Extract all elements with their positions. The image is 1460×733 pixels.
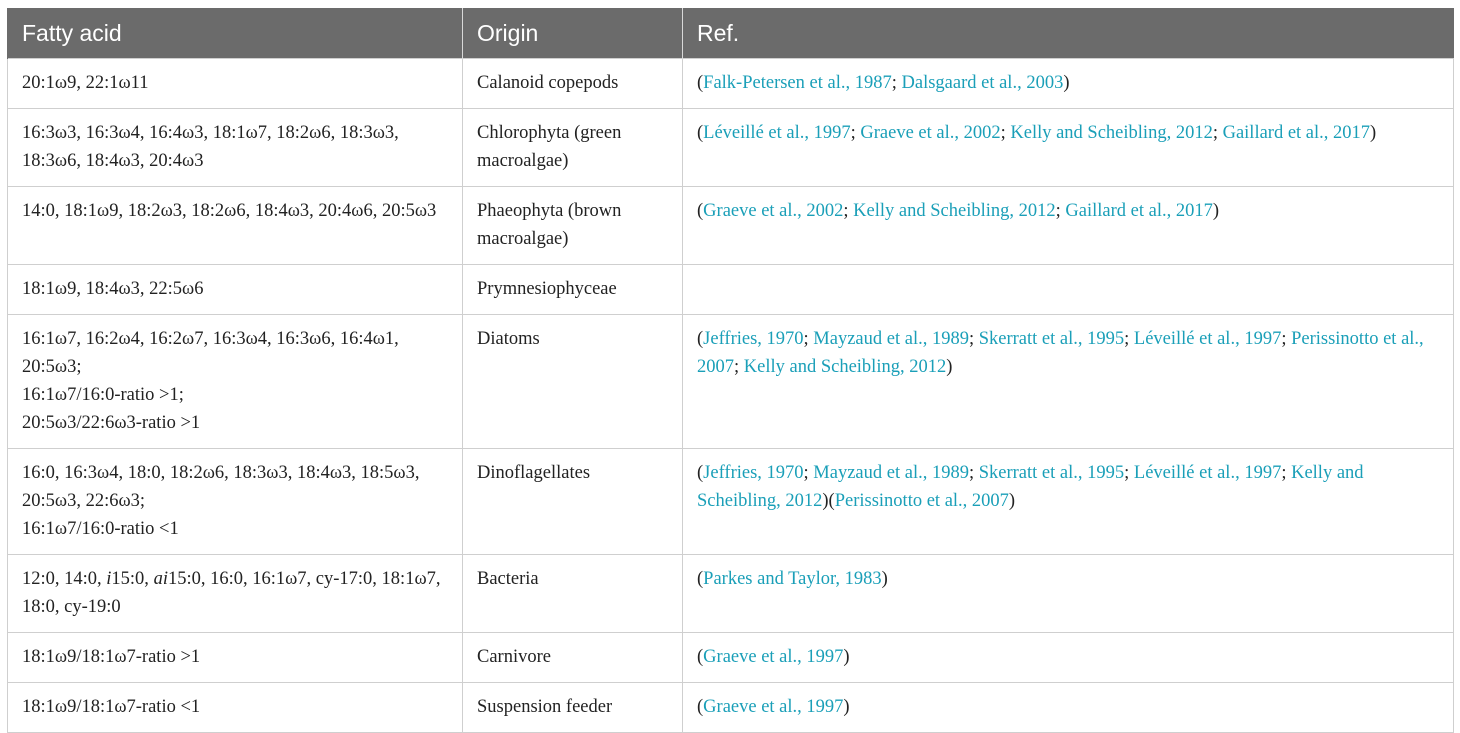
citation-link[interactable]: Léveillé et al., 1997 [1133, 463, 1282, 483]
origin-cell: Carnivore [463, 633, 683, 683]
citation-separator: ; [968, 329, 979, 349]
fatty-acid-line: 18:1ω9/18:1ω7-ratio >1 [22, 647, 201, 667]
fatty-acid-line: 16:3ω3, 16:3ω4, 16:4ω3, 18:1ω7, 18:2ω6, 18:3ω3, 18:3ω6, 18:4ω3, 20:4ω3 [22, 123, 399, 171]
ref-cell [683, 555, 1454, 633]
ref-cell [683, 59, 1454, 109]
citation-separator: ; [1124, 329, 1134, 349]
citation-link[interactable]: Jeffries, 1970 [703, 329, 804, 349]
citation-link[interactable]: Jeffries, 1970 [703, 463, 804, 483]
table-row [8, 315, 1454, 449]
origin-cell: Calanoid copepods [463, 59, 683, 109]
ref-cell [683, 265, 1454, 315]
table-row [8, 109, 1454, 187]
citation-link[interactable]: Skerratt et al., 1995 [978, 463, 1125, 483]
ref-close-paren: ) [843, 647, 850, 667]
citation-link[interactable]: Parkes and Taylor, 1983 [703, 569, 882, 589]
citation-link[interactable]: Mayzaud et al., 1989 [813, 463, 969, 483]
citation-separator: ; [803, 329, 814, 349]
table-header [8, 8, 1454, 59]
ref-open-paren: ( [697, 697, 704, 717]
citation-link[interactable]: Léveillé et al., 1997 [1133, 329, 1282, 349]
fatty-acid-line: 16:0, 16:3ω4, 18:0, 18:2ω6, 18:3ω3, 18:4ω3, 18:5ω3, 20:5ω3, 22:6ω3; [22, 463, 420, 511]
fatty-acid-cell [8, 265, 463, 315]
header-fatty-acid: Fatty acid [8, 8, 463, 59]
fatty-acid-cell [8, 315, 463, 449]
ref-cell [683, 683, 1454, 733]
citation-link[interactable]: Kelly and Scheibling, 2012 [743, 357, 947, 377]
citation-link[interactable]: Dalsgaard et al., 2003 [901, 73, 1064, 93]
ref-open-paren: ( [697, 463, 704, 483]
table-row [8, 265, 1454, 315]
fatty-acid-table [7, 8, 1454, 733]
citation-separator: ; [1055, 201, 1066, 221]
origin-cell: Prymnesiophyceae [463, 265, 683, 315]
citation-link[interactable]: Perissinotto et al., 2007 [697, 329, 1424, 377]
ref-close-paren: ) [1212, 201, 1220, 221]
citation-separator: ; [1212, 123, 1223, 143]
citation-separator: ; [734, 357, 744, 377]
citation-link[interactable]: Graeve et al., 2002 [703, 201, 844, 221]
citation-separator: ; [1281, 463, 1292, 483]
table-row [8, 187, 1454, 265]
fatty-acid-line: 18:1ω9, 18:4ω3, 22:5ω6 [22, 279, 204, 299]
origin-cell: Dinoflagellates [463, 449, 683, 555]
ref-cell [683, 187, 1454, 265]
header-row [8, 8, 1454, 59]
fatty-acid-line: 16:1ω7, 16:2ω4, 16:2ω7, 16:3ω4, 16:3ω6, 16:4ω1, 20:5ω3; [22, 329, 399, 377]
fatty-acid-line: 14:0, 18:1ω9, 18:2ω3, 18:2ω6, 18:4ω3, 20:4ω6, 20:5ω3 [22, 201, 437, 221]
ref-cell [683, 315, 1454, 449]
ref-open-paren: ( [697, 569, 704, 589]
fatty-acid-cell [8, 449, 463, 555]
header-ref: Ref. [683, 8, 1454, 59]
fatty-acid-line: 20:5ω3/22:6ω3-ratio >1 [22, 413, 201, 433]
citation-link[interactable]: Léveillé et al., 1997 [703, 123, 851, 143]
ref-close-paren: ) [1370, 123, 1377, 143]
citation-link[interactable]: Kelly and Scheibling, 2012 [1010, 123, 1213, 143]
fatty-acid-cell [8, 187, 463, 265]
table-row [8, 555, 1454, 633]
citation-separator: ; [843, 201, 854, 221]
fatty-acid-cell [8, 109, 463, 187]
citation-link[interactable]: Gaillard et al., 2017 [1222, 123, 1371, 143]
citation-separator: ; [1281, 329, 1292, 349]
citation-link[interactable]: Graeve et al., 1997 [703, 647, 844, 667]
ref-close-paren: ) [1008, 491, 1016, 511]
ref-cell [683, 633, 1454, 683]
ref-close-paren: ) [881, 569, 888, 589]
table-container [7, 8, 1453, 733]
citation-link[interactable]: Gaillard et al., 2017 [1065, 201, 1213, 221]
citation-link[interactable]: Graeve et al., 1997 [703, 697, 844, 717]
table-body [8, 59, 1454, 733]
table-row [8, 683, 1454, 733]
ref-cell [683, 109, 1454, 187]
ref-open-paren: ( [697, 201, 704, 221]
citation-link[interactable]: Kelly and Scheibling, 2012 [697, 463, 1364, 511]
citation-separator: ; [1000, 123, 1011, 143]
citation-link[interactable]: Perissinotto et al., 2007 [834, 491, 1009, 511]
ref-open-paren: ( [697, 73, 704, 93]
table-row [8, 449, 1454, 555]
citation-separator: )( [822, 491, 835, 511]
fatty-acid-cell [8, 59, 463, 109]
ref-open-paren: ( [697, 647, 704, 667]
origin-cell: Bacteria [463, 555, 683, 633]
ref-close-paren: ) [843, 697, 850, 717]
table-row [8, 633, 1454, 683]
citation-separator: ; [850, 123, 861, 143]
table-row [8, 59, 1454, 109]
ref-close-paren: ) [1063, 73, 1070, 93]
fatty-acid-line: 18:1ω9/18:1ω7-ratio <1 [22, 697, 201, 717]
fatty-acid-cell [8, 633, 463, 683]
citation-link[interactable]: Falk-Petersen et al., 1987 [703, 73, 892, 93]
origin-cell: Chlorophyta (green macroalgae) [463, 109, 683, 187]
citation-separator: ; [1124, 463, 1134, 483]
fatty-acid-line: 12:0, 14:0, i15:0, ai15:0, 16:0, 16:1ω7, cy-17:0, 18:1ω7, 18:0, cy-19:0 [22, 569, 441, 617]
citation-link[interactable]: Kelly and Scheibling, 2012 [853, 201, 1056, 221]
citation-link[interactable]: Graeve et al., 2002 [860, 123, 1001, 143]
ref-open-paren: ( [697, 329, 704, 349]
ref-cell [683, 449, 1454, 555]
fatty-acid-line: 16:1ω7/16:0-ratio >1; [22, 385, 184, 405]
fatty-acid-line: 20:1ω9, 22:1ω11 [22, 73, 149, 93]
origin-cell: Diatoms [463, 315, 683, 449]
origin-cell: Suspension feeder [463, 683, 683, 733]
fatty-acid-line: 16:1ω7/16:0-ratio <1 [22, 519, 179, 539]
ref-close-paren: ) [946, 357, 953, 377]
citation-separator: ; [891, 73, 902, 93]
header-origin: Origin [463, 8, 683, 59]
ref-open-paren: ( [697, 123, 704, 143]
citation-link[interactable]: Mayzaud et al., 1989 [813, 329, 969, 349]
citation-separator: ; [968, 463, 979, 483]
origin-cell: Phaeophyta (brown macroalgae) [463, 187, 683, 265]
citation-separator: ; [803, 463, 814, 483]
fatty-acid-cell [8, 683, 463, 733]
fatty-acid-cell [8, 555, 463, 633]
citation-link[interactable]: Skerratt et al., 1995 [978, 329, 1125, 349]
